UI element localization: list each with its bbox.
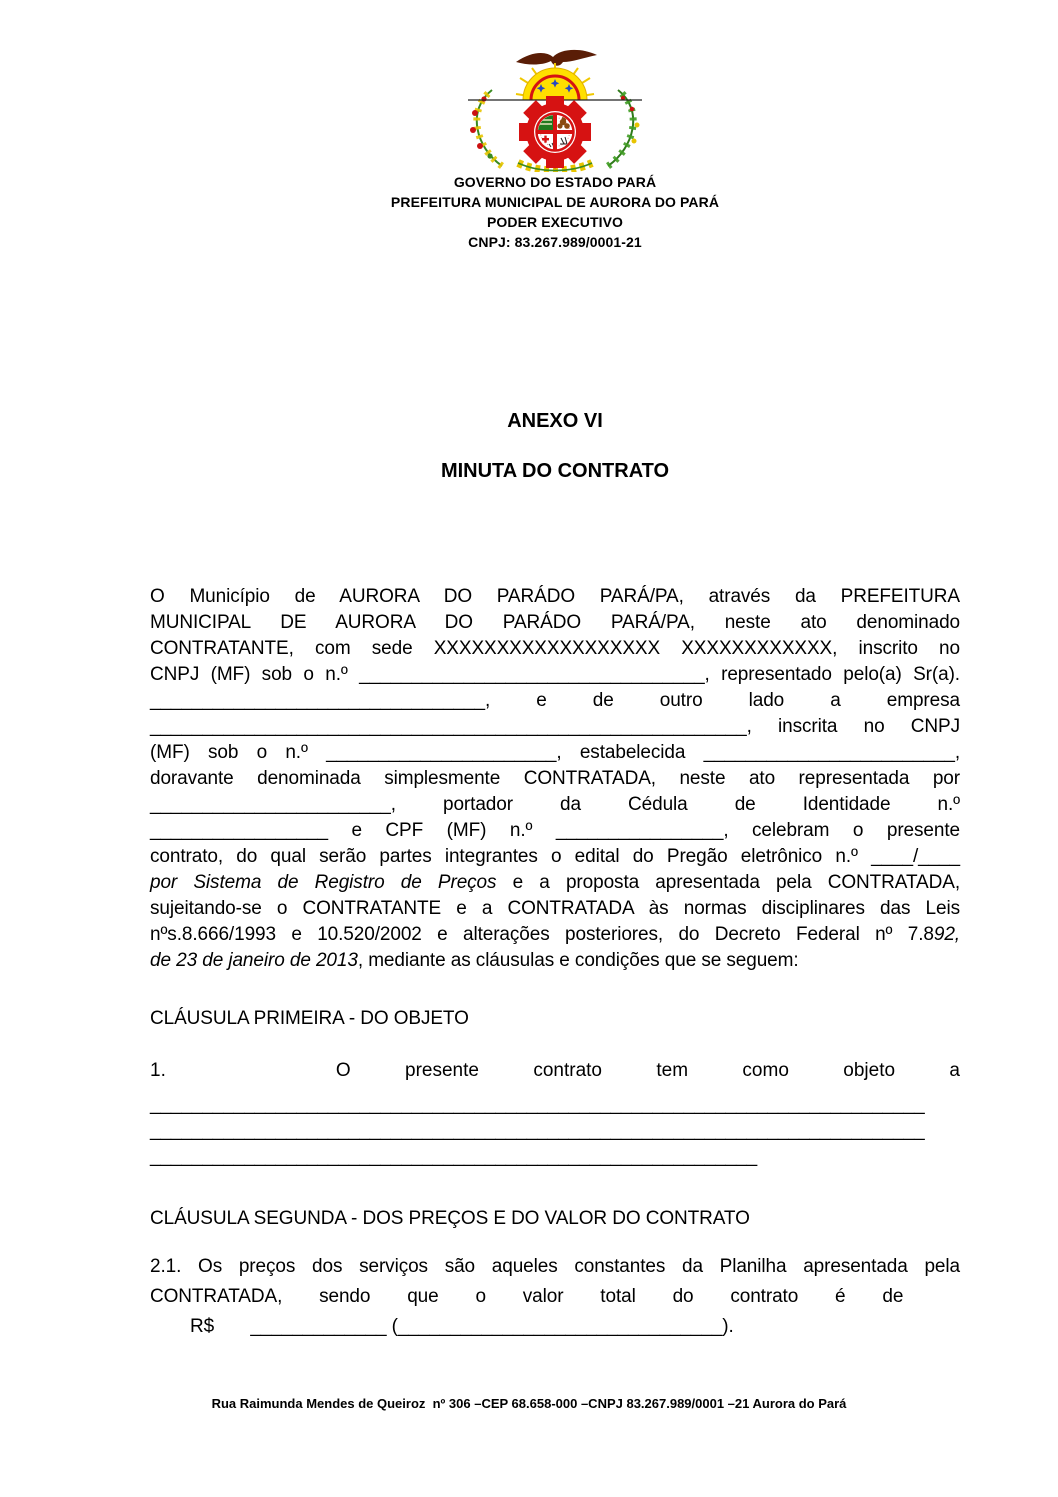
clause-two-heading: CLÁUSULA SEGUNDA - DOS PREÇOS E DO VALOR DO CONTRATO <box>150 1208 750 1229</box>
paragraph-line <box>150 636 960 662</box>
text-segment: MUNICIPAL DE AURORA DO PARÁDO PARÁ/PA, neste ato denominado <box>150 612 960 633</box>
paragraph-line <box>150 766 960 792</box>
document-header <box>150 0 960 252</box>
item-number: 1. <box>150 1060 166 1081</box>
paragraph-line <box>150 714 960 740</box>
paragraph-line <box>150 844 960 870</box>
text-segment: doravante denominada simplesmente CONTRATADA, neste ato representada por <box>150 768 960 789</box>
paragraph-line <box>150 792 960 818</box>
header-cnpj-line: CNPJ: 83.267.989/0001-21 <box>468 234 642 250</box>
italic-text-segment: de 23 de janeiro de 2013 <box>150 950 358 971</box>
text-segment: CONTRATANTE, com sede XXXXXXXXXXXXXXXXXX XXXXXXXXXXXX, inscrito no <box>150 638 960 659</box>
paragraph-line <box>150 688 960 714</box>
clause-two <box>150 1206 960 1342</box>
text-segment: O Município de AURORA DO PARÁDO PARÁ/PA, através da PREFEITURA <box>150 586 960 607</box>
bird-icon <box>516 50 597 66</box>
text-segment: 2.1. Os preços dos serviços são aqueles constantes da Planilha apresentada pela <box>150 1256 960 1277</box>
text-segment: _______________________, portador da Cédula de Identidade n.º <box>150 794 960 815</box>
annex-title: ANEXO VI <box>507 410 603 432</box>
header-municipality-line: PREFEITURA MUNICIPAL DE AURORA DO PARÁ <box>390 194 720 210</box>
paragraph-line <box>150 896 960 922</box>
paragraph-line <box>150 948 960 974</box>
clause-one-heading: CLÁUSULA PRIMEIRA - DO OBJETO <box>150 1008 469 1029</box>
item-text: O presente contrato tem como objeto a <box>335 1060 960 1081</box>
text-segment: (MF) sob o n.º ______________________, estabelecida ________________________, <box>150 742 960 763</box>
text-segment: nºs.8.666/1993 e 10.520/2002 e alterações posteriores, do Decreto Federal nº 7.8 <box>150 924 934 945</box>
header-government-line: GOVERNO DO ESTADO PARÁ <box>453 174 657 190</box>
blank-rule-line <box>150 1144 960 1170</box>
blank-rule-line <box>150 1118 960 1144</box>
clause-one-blanks <box>150 1092 960 1170</box>
text-segment: R$ _____________ (_______________________________). <box>190 1316 734 1337</box>
paragraph-line <box>150 922 960 948</box>
text-segment: __________________________________________________________________________ <box>150 1094 925 1115</box>
text-segment: , mediante as cláusulas e condições que se seguem: <box>357 950 799 971</box>
municipal-coat-of-arms <box>450 46 660 172</box>
text-segment: contrato, do qual serão partes integrantes o edital do Pregão eletrônico n.º ____/____ <box>150 846 960 867</box>
document-footer <box>0 1396 1058 1412</box>
paragraph-line <box>150 818 960 844</box>
paragraph-line <box>150 662 960 688</box>
paragraph-line <box>150 610 960 636</box>
text-segment: __________________________________________________________________________ <box>150 1120 925 1141</box>
italic-text-segment: por Sistema de Registro de Preços <box>150 872 497 893</box>
paragraph-line <box>190 1312 960 1342</box>
clause-two-body <box>150 1252 960 1342</box>
text-segment: _________________ e CPF (MF) n.º ________________, celebram o presente <box>150 820 960 841</box>
text-segment: _________________________________________________________, inscrita no CNPJ <box>150 716 960 737</box>
italic-text-segment: 92, <box>933 924 960 945</box>
text-segment: __________________________________________________________ <box>150 1146 758 1167</box>
header-branch-line: PODER EXECUTIVO <box>486 214 624 230</box>
text-segment: CNPJ (MF) sob o n.º _________________________________, representado pelo(a) Sr(a). <box>150 664 960 685</box>
text-segment: sujeitando-se o CONTRATANTE e a CONTRATADA às normas disciplinares das Leis <box>150 898 960 919</box>
paragraph-line <box>150 870 960 896</box>
paragraph-line <box>150 740 960 766</box>
paragraph-line <box>150 1282 903 1312</box>
clause-one-item-line <box>150 1058 960 1084</box>
paragraph-line <box>150 1252 960 1282</box>
contract-title: MINUTA DO CONTRATO <box>440 460 670 482</box>
blank-rule-line <box>150 1092 960 1118</box>
text-segment: CONTRATADA, sendo que o valor total do contrato é de <box>150 1286 904 1307</box>
clause-one <box>150 1006 960 1170</box>
text-segment: e a proposta apresentada pela CONTRATADA, <box>496 872 961 893</box>
contract-intro <box>150 584 960 974</box>
paragraph-line <box>150 584 960 610</box>
footer-address: Rua Raimunda Mendes de Queiroz nº 306 –CEP 68.658-000 –CNPJ 83.267.989/0001 –21 Aurora do Pará <box>211 1396 847 1411</box>
text-segment: ________________________________, e de outro lado a empresa <box>150 690 960 711</box>
gear-shield <box>519 96 591 169</box>
